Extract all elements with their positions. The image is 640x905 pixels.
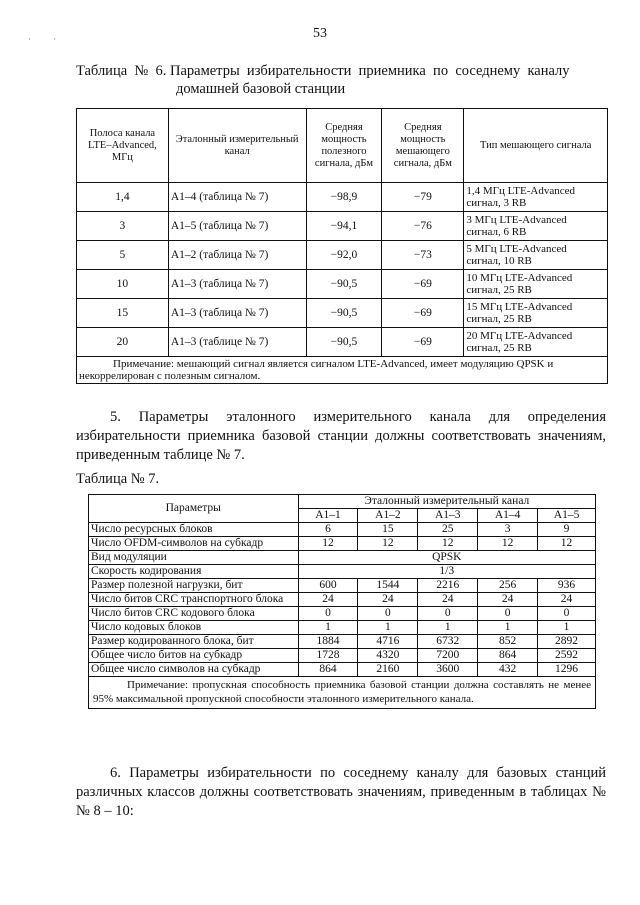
table6-cell-bw: 15 (77, 299, 169, 328)
table7-cell: 12 (538, 537, 596, 551)
page-number: 53 (313, 26, 327, 41)
table7-cell: 432 (478, 663, 538, 677)
table-row (77, 241, 608, 270)
table-row (77, 299, 608, 328)
type-line1: 10 МГц LTE-Advanced (466, 271, 573, 284)
table7-cell: 936 (538, 579, 596, 593)
table6-cell-interf: −69 (382, 328, 464, 357)
table-row (77, 212, 608, 241)
table7-cell: 24 (358, 593, 418, 607)
table7-cell: 1296 (538, 663, 596, 677)
scan-marks: · · (28, 34, 67, 44)
table6-cell-bw: 20 (77, 328, 169, 357)
table6-cell-channel: А1–3 (таблица № 7) (168, 299, 306, 328)
table-6 (76, 108, 608, 384)
table7-param-name: Число битов CRC транспортного блока (89, 593, 299, 607)
table6-caption-line1: Таблица № 6. Параметры избирательности приемника по соседнему каналу (76, 63, 570, 79)
table6-cell-channel: А1–3 (таблица № 7) (168, 270, 306, 299)
table7-header-row (89, 495, 596, 509)
type-line2: сигнал, 3 RB (466, 197, 527, 209)
table6-cell-wanted: −98,9 (306, 183, 382, 212)
table7-header-channel: А1–1 (298, 509, 358, 523)
table7-cell: 7200 (418, 649, 478, 663)
table7-cell: 3 (478, 523, 538, 537)
table7-note-text: Примечание: пропускная способность приемника базовой станции должна составлять не менее 95% максимальной пропускной способности эталонного измерительного канала. (93, 679, 591, 705)
table6-caption-line2: домашней базовой станции (176, 81, 346, 97)
table-row (89, 649, 596, 663)
table7-cell: 4320 (358, 649, 418, 663)
table-row (89, 565, 596, 579)
table6-caption (76, 62, 608, 98)
table7-param-name: Число кодовых блоков (89, 621, 299, 635)
table6-cell-interf: −73 (382, 241, 464, 270)
table6-cell-type (464, 183, 608, 212)
table7-header-channel: А1–3 (418, 509, 478, 523)
table7-cell: 25 (418, 523, 478, 537)
table7-cell: 6732 (418, 635, 478, 649)
table7-cell: 24 (418, 593, 478, 607)
table-row (89, 607, 596, 621)
table6-cell-bw: 3 (77, 212, 169, 241)
table7-cell: 12 (478, 537, 538, 551)
table7-cell: 2592 (538, 649, 596, 663)
table7-cell: 0 (298, 607, 358, 621)
table7-cell: 12 (298, 537, 358, 551)
paragraph-5-text: 5. Параметры эталонного измерительного канала для определения избирательности приемника базовой станции должны соответствовать значениям, приведенным таблице № 7. (76, 409, 606, 463)
table6-cell-type (464, 270, 608, 299)
table7-cell: 256 (478, 579, 538, 593)
table6-cell-bw: 10 (77, 270, 169, 299)
table6-note-text: Примечание: мешающий сигнал является сигналом LTE-Advanced, имеет модуляцию QPSK и некоррелирован с полезным сигналом. (79, 357, 554, 382)
table6-cell-bw: 1,4 (77, 183, 169, 212)
table6-cell-wanted: −90,5 (306, 328, 382, 357)
table7-cell: 0 (418, 607, 478, 621)
type-line1: 20 МГц LTE-Advanced (466, 329, 573, 342)
table6-cell-type (464, 328, 608, 357)
table6-cell-channel: А1–4 (таблица № 7) (168, 183, 306, 212)
table-7 (88, 494, 596, 709)
table7-cell: 9 (538, 523, 596, 537)
table6-note (77, 357, 608, 384)
table6-cell-interf: −79 (382, 183, 464, 212)
table7-cell: 864 (298, 663, 358, 677)
type-line2: сигнал, 25 RB (466, 284, 532, 296)
table-row (89, 551, 596, 565)
table7-param-name: Число OFDM-символов на субкадр (89, 537, 299, 551)
table-row (89, 537, 596, 551)
table-row (89, 593, 596, 607)
table6-header-wanted-power: Средняя мощность полезного сигнала, дБм (306, 109, 382, 183)
table7-cell: 3600 (418, 663, 478, 677)
table6-cell-interf: −76 (382, 212, 464, 241)
table7-cell: 2892 (538, 635, 596, 649)
table7-cell: 1544 (358, 579, 418, 593)
table6-cell-type (464, 299, 608, 328)
table7-header-params: Параметры (89, 495, 299, 523)
table6-cell-channel: А1–2 (таблица № 7) (168, 241, 306, 270)
table7-caption: Таблица № 7. (76, 471, 160, 487)
table6-header-interferer-type: Тип мешающего сигнала (464, 109, 608, 183)
table-row (77, 328, 608, 357)
type-line2: сигнал, 6 RB (466, 226, 527, 238)
table7-cell: 1 (478, 621, 538, 635)
type-line1: 15 МГц LTE-Advanced (466, 300, 573, 313)
table-row (77, 183, 608, 212)
table6-header-interferer-power: Средняя мощность мешающего сигнала, дБм (382, 109, 464, 183)
table6-cell-type (464, 241, 608, 270)
table7-cell: 1 (418, 621, 478, 635)
table7-cell: 1884 (298, 635, 358, 649)
type-line1: 3 МГц LTE-Advanced (466, 213, 567, 226)
table7-cell: 600 (298, 579, 358, 593)
table7-cell: 1 (358, 621, 418, 635)
table6-cell-interf: −69 (382, 270, 464, 299)
table7-note (89, 677, 596, 709)
table6-cell-wanted: −92,0 (306, 241, 382, 270)
type-line1: 1,4 МГц LTE-Advanced (466, 184, 575, 197)
table7-param-name: Общее число символов на субкадр (89, 663, 299, 677)
table7-cell: 2160 (358, 663, 418, 677)
type-line1: 5 МГц LTE-Advanced (466, 242, 567, 255)
table6-header-row (77, 109, 608, 183)
table7-param-name: Размер кодированного блока, бит (89, 635, 299, 649)
table6-cell-wanted: −90,5 (306, 299, 382, 328)
table7-header-channel: А1–2 (358, 509, 418, 523)
table7-param-name: Общее число битов на субкадр (89, 649, 299, 663)
table7-cell: 0 (538, 607, 596, 621)
table-row (89, 663, 596, 677)
table7-note-row (89, 677, 596, 709)
table6-cell-channel: А1–5 (таблица № 7) (168, 212, 306, 241)
table7-cell: 0 (478, 607, 538, 621)
table6-cell-wanted: −90,5 (306, 270, 382, 299)
table7-cell: 1728 (298, 649, 358, 663)
table7-param-name: Скорость кодирования (89, 565, 299, 579)
table7-cell: 12 (418, 537, 478, 551)
table7-cell: 15 (358, 523, 418, 537)
table7-header-group: Эталонный измерительный канал (298, 495, 595, 509)
table7-cell: 852 (478, 635, 538, 649)
table6-cell-channel: А1–3 (таблице № 7) (168, 328, 306, 357)
table7-cell: 24 (538, 593, 596, 607)
paragraph-6 (76, 764, 606, 821)
table7-cell-span: 1/3 (298, 565, 595, 579)
table7-header-channel: А1–4 (478, 509, 538, 523)
type-line2: сигнал, 25 RB (466, 313, 532, 325)
table6-cell-bw: 5 (77, 241, 169, 270)
table7-cell: 24 (298, 593, 358, 607)
table-row (89, 635, 596, 649)
table7-cell: 2216 (418, 579, 478, 593)
table7-cell: 12 (358, 537, 418, 551)
table7-cell: 4716 (358, 635, 418, 649)
table7-cell: 1 (538, 621, 596, 635)
table-row (89, 579, 596, 593)
type-line2: сигнал, 10 RB (466, 255, 532, 267)
type-line2: сигнал, 25 RB (466, 342, 532, 354)
table7-param-name: Вид модуляции (89, 551, 299, 565)
table6-cell-type (464, 212, 608, 241)
table6-header-bandwidth: Полоса канала LTE–Advanced, МГц (77, 109, 169, 183)
table7-cell: 24 (478, 593, 538, 607)
paragraph-6-text: 6. Параметры избирательности по соседнему каналу для базовых станций различных классов должны соответствовать значениям, приведенным в таблицах №№ 8 – 10: (76, 765, 606, 819)
table7-header-channel: А1–5 (538, 509, 596, 523)
table-row (89, 523, 596, 537)
table7-param-name: Число ресурсных блоков (89, 523, 299, 537)
table7-cell: 6 (298, 523, 358, 537)
table6-header-channel: Эталонный измерительный канал (168, 109, 306, 183)
table-row (89, 621, 596, 635)
paragraph-5 (76, 408, 606, 465)
table7-cell: 1 (298, 621, 358, 635)
table7-param-name: Размер полезной нагрузки, бит (89, 579, 299, 593)
table7-param-name: Число битов CRC кодового блока (89, 607, 299, 621)
table7-cell-span: QPSK (298, 551, 595, 565)
table6-cell-interf: −69 (382, 299, 464, 328)
table7-cell: 864 (478, 649, 538, 663)
table7-cell: 0 (358, 607, 418, 621)
table6-note-row (77, 357, 608, 384)
table-row (77, 270, 608, 299)
table6-cell-wanted: −94,1 (306, 212, 382, 241)
